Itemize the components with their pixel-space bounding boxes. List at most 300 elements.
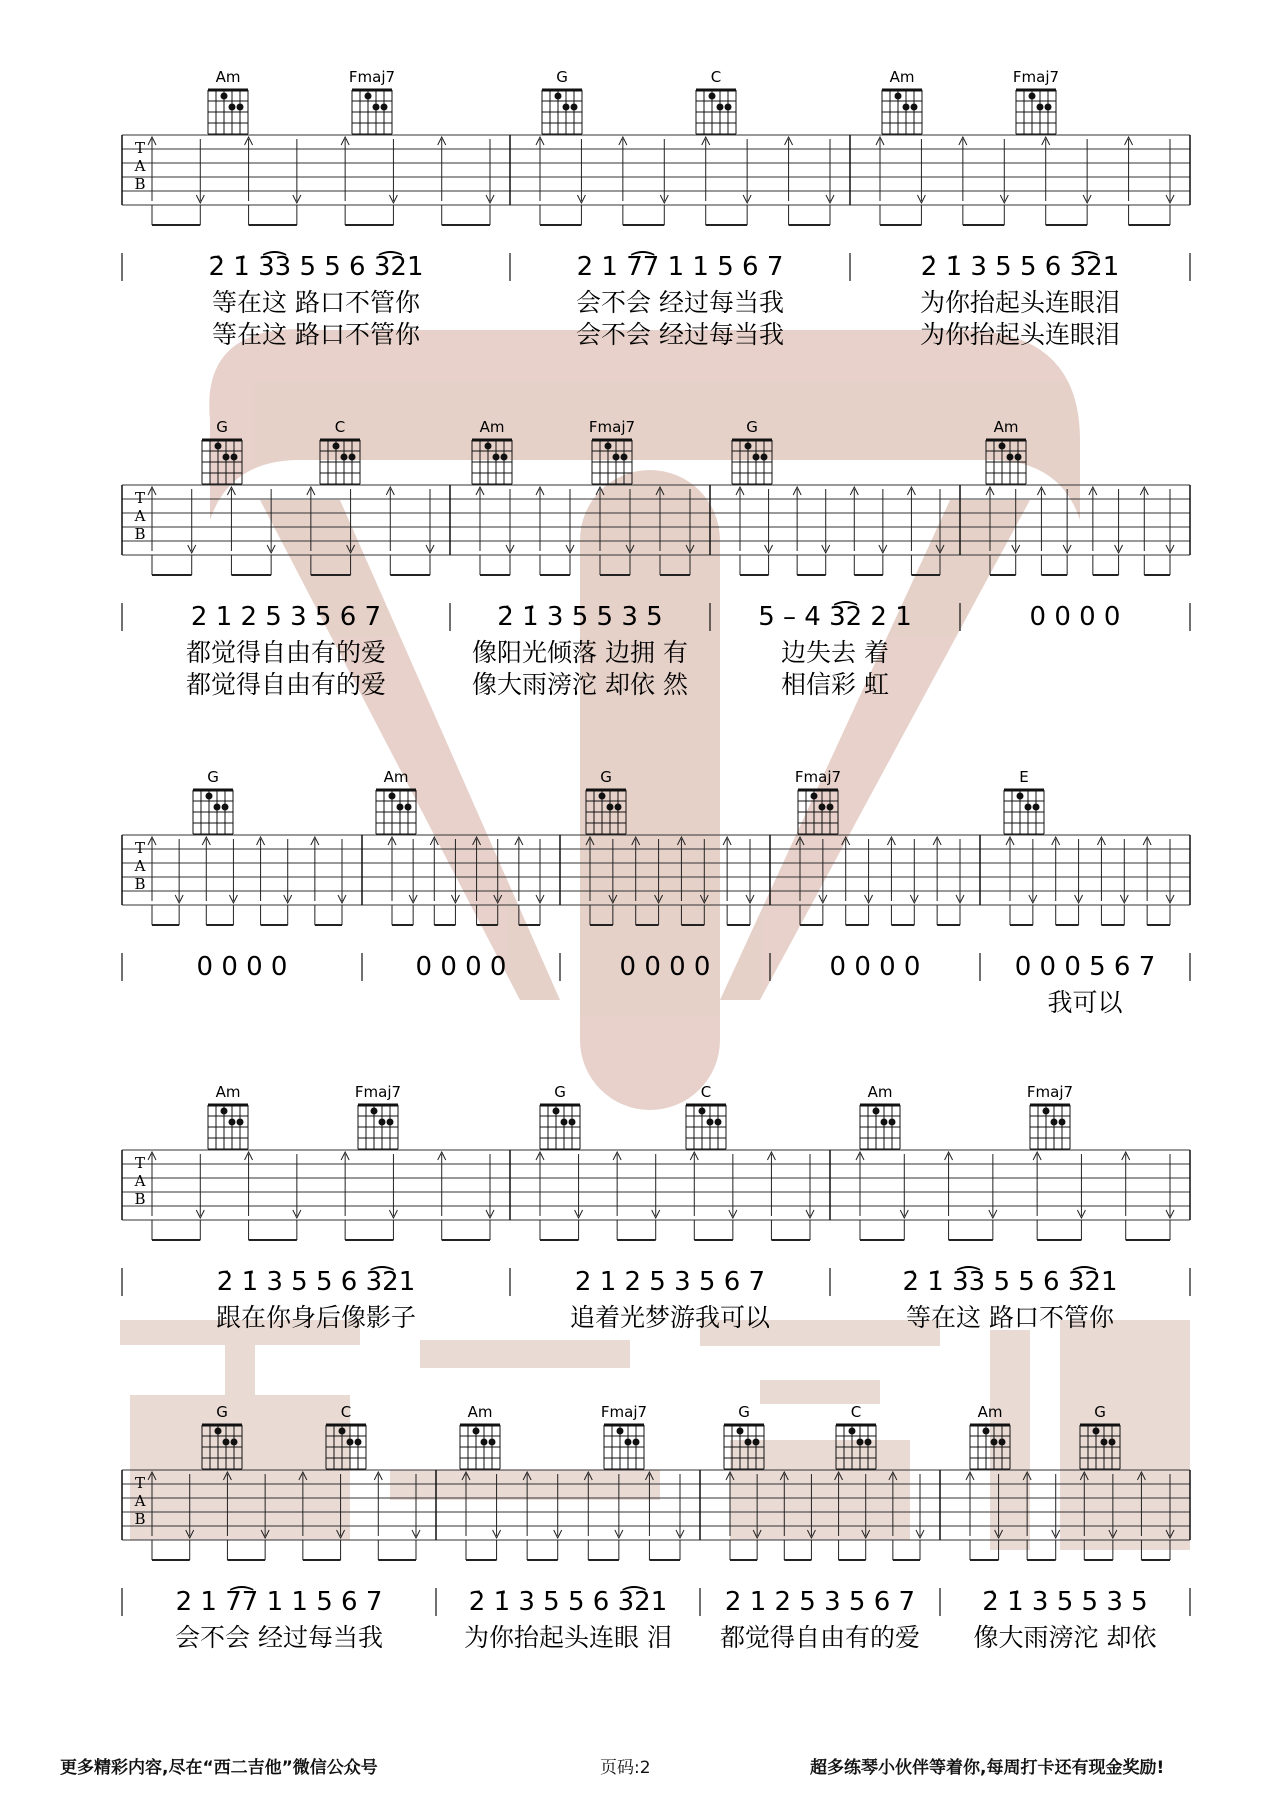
chord-diagram bbox=[1013, 70, 1059, 134]
strum-mark bbox=[807, 1474, 815, 1560]
finger-dot bbox=[223, 454, 230, 461]
strum-mark bbox=[917, 139, 925, 225]
strum-mark bbox=[806, 1154, 814, 1240]
strum-mark bbox=[293, 1154, 301, 1240]
finger-dot bbox=[405, 804, 412, 811]
lyric-line: 会不会 经过每当我 bbox=[576, 320, 784, 349]
chord-name: E bbox=[1019, 770, 1029, 786]
lyric-line: 跟在你身后像影子 bbox=[215, 1303, 417, 1332]
strum-mark bbox=[619, 137, 664, 225]
finger-dot bbox=[857, 1439, 864, 1446]
numbered-notation: 2̇ 1̇ 3 5 5 6 3͡21 bbox=[468, 1587, 668, 1617]
chord-name: Fmaj7 bbox=[588, 420, 636, 436]
chord-diagram bbox=[202, 1405, 242, 1469]
strum-mark bbox=[341, 137, 393, 225]
strum-mark bbox=[910, 839, 918, 925]
lyric-line: 为你抬起头连眼 泪 bbox=[464, 1623, 672, 1652]
finger-dot bbox=[237, 104, 244, 111]
strum-mark bbox=[753, 1474, 761, 1560]
finger-dot bbox=[625, 1439, 632, 1446]
strum-mark bbox=[586, 837, 613, 925]
strum-mark bbox=[566, 489, 574, 575]
chord-name: Am bbox=[383, 770, 409, 786]
finger-dot bbox=[753, 1439, 760, 1446]
strum-mark bbox=[959, 137, 1004, 225]
finger-dot bbox=[849, 1428, 856, 1435]
strum-mark bbox=[1077, 1154, 1085, 1240]
strum-mark bbox=[743, 139, 751, 225]
strum-mark bbox=[690, 1152, 733, 1240]
finger-dot bbox=[881, 1119, 888, 1126]
strum-mark bbox=[889, 1472, 920, 1560]
strum-mark bbox=[1125, 137, 1170, 225]
finger-dot bbox=[231, 1439, 238, 1446]
finger-dot bbox=[761, 454, 768, 461]
finger-dot bbox=[381, 104, 388, 111]
lyric-line: 边失去 着 bbox=[781, 638, 889, 667]
strum-mark bbox=[284, 839, 292, 925]
strum-mark bbox=[655, 839, 663, 925]
finger-dot bbox=[1037, 104, 1044, 111]
system-svg bbox=[0, 70, 1280, 410]
strum-mark bbox=[1012, 489, 1020, 575]
chord-diagram bbox=[724, 1405, 764, 1469]
finger-dot bbox=[555, 93, 562, 100]
strum-mark bbox=[1029, 839, 1037, 925]
chord-diagram bbox=[208, 70, 248, 134]
strum-mark bbox=[476, 487, 510, 575]
finger-dot bbox=[397, 804, 404, 811]
strum-mark bbox=[1122, 1152, 1170, 1240]
chord-name: Fmaj7 bbox=[794, 770, 842, 786]
chord-diagram bbox=[836, 1405, 876, 1469]
finger-dot bbox=[561, 1119, 568, 1126]
strum-mark bbox=[1143, 837, 1170, 925]
strum-mark bbox=[1006, 837, 1033, 925]
chord-name: Am bbox=[993, 420, 1019, 436]
strum-mark bbox=[148, 1152, 200, 1240]
tab-staff bbox=[122, 485, 1190, 555]
chord-diagram bbox=[882, 70, 922, 134]
strum-mark bbox=[438, 1152, 490, 1240]
strum-mark bbox=[796, 837, 823, 925]
strum-mark bbox=[388, 837, 413, 925]
finger-dot bbox=[371, 1108, 378, 1115]
strum-mark bbox=[293, 139, 301, 225]
strum-mark bbox=[223, 1472, 265, 1560]
score-system bbox=[0, 770, 1280, 1110]
strum-mark bbox=[536, 839, 544, 925]
strum-mark bbox=[462, 1472, 497, 1560]
strum-mark bbox=[780, 1472, 811, 1560]
strum-mark bbox=[486, 139, 494, 225]
chord-diagram bbox=[472, 420, 512, 484]
strum-mark bbox=[245, 137, 297, 225]
strum-mark bbox=[700, 839, 708, 925]
strum-mark bbox=[729, 1154, 737, 1240]
chord-name: G bbox=[216, 420, 228, 436]
strum-mark bbox=[676, 1474, 684, 1560]
strum-mark bbox=[900, 1154, 908, 1240]
chord-diagram bbox=[732, 420, 772, 484]
finger-dot bbox=[999, 1439, 1006, 1446]
finger-dot bbox=[473, 1428, 480, 1435]
chord-diagram bbox=[460, 1405, 500, 1469]
finger-dot bbox=[333, 443, 340, 450]
chord-diagram bbox=[970, 1405, 1010, 1469]
strum-mark bbox=[267, 489, 275, 575]
strum-mark bbox=[347, 489, 355, 575]
finger-dot bbox=[709, 93, 716, 100]
strum-mark bbox=[536, 487, 570, 575]
lyric-line: 我可以 bbox=[1047, 988, 1123, 1017]
strum-mark bbox=[1166, 489, 1174, 575]
strum-mark bbox=[765, 489, 773, 575]
strum-mark bbox=[554, 1474, 562, 1560]
finger-dot bbox=[481, 1439, 488, 1446]
strum-mark bbox=[842, 837, 869, 925]
chord-name: G bbox=[216, 1405, 228, 1421]
strum-mark bbox=[746, 839, 754, 925]
finger-dot bbox=[553, 1108, 560, 1115]
chord-diagram bbox=[320, 420, 360, 484]
strum-mark bbox=[945, 1152, 993, 1240]
finger-dot bbox=[717, 104, 724, 111]
lyric-line: 为你抬起头连眼泪 bbox=[919, 320, 1121, 349]
strum-mark bbox=[1052, 1474, 1060, 1560]
chord-diagram bbox=[202, 420, 242, 484]
tab-clef: T bbox=[134, 839, 146, 857]
tab-clef: A bbox=[134, 1172, 146, 1190]
finger-dot bbox=[1109, 1439, 1116, 1446]
finger-dot bbox=[214, 804, 221, 811]
lyric-line: 像大雨滂沱 却依 bbox=[973, 1623, 1157, 1652]
strum-mark bbox=[677, 837, 704, 925]
finger-dot bbox=[215, 1428, 222, 1435]
chord-name: G bbox=[556, 70, 568, 86]
finger-dot bbox=[1029, 93, 1036, 100]
footer bbox=[0, 1745, 1280, 1785]
tab-clef: B bbox=[134, 875, 146, 893]
tab-clef: A bbox=[134, 857, 146, 875]
finger-dot bbox=[715, 1119, 722, 1126]
footer-left: 更多精彩内容,尽在“西二吉他”微信公众号 bbox=[60, 1758, 378, 1778]
finger-dot bbox=[903, 104, 910, 111]
system-svg bbox=[0, 420, 1280, 760]
chord-name: Fmaj7 bbox=[1026, 1085, 1074, 1101]
lyric-line: 像大雨滂沱 却依 然 bbox=[472, 670, 688, 699]
strum-mark bbox=[596, 487, 630, 575]
strum-mark bbox=[409, 839, 417, 925]
chord-name: Am bbox=[215, 70, 241, 86]
strum-mark bbox=[826, 139, 834, 225]
chord-name: G bbox=[207, 770, 219, 786]
strum-mark bbox=[1109, 1474, 1117, 1560]
tab-clef: T bbox=[134, 1474, 146, 1492]
finger-dot bbox=[387, 1119, 394, 1126]
strum-mark bbox=[148, 1472, 190, 1560]
strum-mark bbox=[933, 837, 960, 925]
lyric-line: 都觉得自由有的爱 bbox=[185, 670, 387, 699]
strum-mark bbox=[986, 487, 1016, 575]
tab-clef: B bbox=[134, 175, 146, 193]
numbered-notation: 2̇ 1̇ 3͡3 5 5 6 3͡21 bbox=[902, 1267, 1118, 1297]
strum-mark bbox=[1166, 1474, 1174, 1560]
strum-mark bbox=[412, 1474, 420, 1560]
numbered-notation: 2 1 2 5 3 5 6 7 bbox=[574, 1267, 766, 1297]
finger-dot bbox=[1015, 454, 1022, 461]
strum-mark bbox=[660, 139, 668, 225]
finger-dot bbox=[1043, 1108, 1050, 1115]
chord-diagram bbox=[540, 1085, 580, 1149]
finger-dot bbox=[389, 793, 396, 800]
strum-mark bbox=[1063, 489, 1071, 575]
chord-diagram bbox=[795, 770, 841, 834]
strum-mark bbox=[1083, 139, 1091, 225]
chord-name: G bbox=[738, 1405, 750, 1421]
finger-dot bbox=[223, 1439, 230, 1446]
strum-mark bbox=[1033, 1152, 1081, 1240]
lyric-line: 会不会 经过每当我 bbox=[175, 1623, 383, 1652]
strum-mark bbox=[793, 487, 826, 575]
strum-mark bbox=[299, 1472, 341, 1560]
strum-mark bbox=[1137, 1472, 1170, 1560]
strum-mark bbox=[626, 489, 634, 575]
system-svg bbox=[0, 1405, 1280, 1745]
chord-name: C bbox=[340, 1405, 352, 1421]
finger-dot bbox=[1045, 104, 1052, 111]
tab-staff bbox=[122, 135, 1190, 205]
strum-mark bbox=[438, 137, 490, 225]
strum-mark bbox=[196, 1154, 204, 1240]
finger-dot bbox=[379, 1119, 386, 1126]
page-number: 页码:2 bbox=[600, 1758, 651, 1778]
finger-dot bbox=[599, 793, 606, 800]
strum-mark bbox=[862, 1474, 870, 1560]
finger-dot bbox=[819, 804, 826, 811]
numbered-notation: 2̇ 1̇ 3 5 5 6 3͡21 bbox=[216, 1267, 416, 1297]
finger-dot bbox=[1033, 804, 1040, 811]
numbered-notation: 2 1 7͡7 1 1 5 6 7 bbox=[576, 252, 784, 282]
chord-name: C bbox=[700, 1085, 712, 1101]
finger-dot bbox=[215, 443, 222, 450]
finger-dot bbox=[865, 1439, 872, 1446]
strum-mark bbox=[632, 837, 659, 925]
strum-mark bbox=[307, 487, 351, 575]
chord-diagram bbox=[193, 770, 233, 834]
strum-mark bbox=[584, 1472, 619, 1560]
finger-dot bbox=[563, 104, 570, 111]
strum-mark bbox=[188, 489, 196, 575]
finger-dot bbox=[811, 793, 818, 800]
finger-dot bbox=[355, 1439, 362, 1446]
strum-mark bbox=[1075, 839, 1083, 925]
tab-clef: B bbox=[134, 1190, 146, 1208]
strum-mark bbox=[523, 1472, 558, 1560]
lyric-line: 等在这 路口不管你 bbox=[212, 288, 420, 317]
finger-dot bbox=[1007, 454, 1014, 461]
tab-clef: B bbox=[134, 1510, 146, 1528]
strum-mark bbox=[850, 487, 883, 575]
strum-mark bbox=[1080, 1472, 1113, 1560]
numbered-notation: 5 – 4 3͡2 2 1 bbox=[758, 602, 912, 632]
strum-mark bbox=[486, 1154, 494, 1240]
finger-dot bbox=[745, 1439, 752, 1446]
finger-dot bbox=[1093, 1428, 1100, 1435]
numbered-notation: 2 1 2 5 3 5 6 7 bbox=[190, 602, 382, 632]
finger-dot bbox=[501, 454, 508, 461]
strum-mark bbox=[785, 137, 830, 225]
strum-mark bbox=[577, 139, 585, 225]
lyric-line: 像阳光倾落 边拥 有 bbox=[472, 638, 688, 667]
strum-mark bbox=[686, 489, 694, 575]
numbered-notation: 2̇ 1̇ 3 5 5 3 5 bbox=[982, 1587, 1148, 1617]
chord-diagram bbox=[376, 770, 416, 834]
numbered-notation: 0 0 0 0 bbox=[829, 952, 921, 982]
finger-dot bbox=[231, 454, 238, 461]
chord-diagram bbox=[349, 70, 395, 134]
finger-dot bbox=[1025, 804, 1032, 811]
chord-name: G bbox=[1094, 1405, 1106, 1421]
strum-mark bbox=[767, 1152, 810, 1240]
tab-clef: T bbox=[134, 139, 146, 157]
score-system bbox=[0, 420, 1280, 760]
strum-mark bbox=[1097, 837, 1124, 925]
strum-mark bbox=[956, 839, 964, 925]
finger-dot bbox=[707, 1119, 714, 1126]
tab-clef: B bbox=[134, 525, 146, 543]
finger-dot bbox=[1051, 1119, 1058, 1126]
finger-dot bbox=[745, 443, 752, 450]
numbered-notation: 0 0 0 0 bbox=[619, 952, 711, 982]
chord-name: Am bbox=[467, 1405, 493, 1421]
finger-dot bbox=[999, 443, 1006, 450]
strum-mark bbox=[494, 839, 502, 925]
strum-mark bbox=[1089, 487, 1119, 575]
finger-dot bbox=[489, 1439, 496, 1446]
finger-dot bbox=[493, 454, 500, 461]
finger-dot bbox=[633, 1439, 640, 1446]
finger-dot bbox=[221, 1108, 228, 1115]
strum-mark bbox=[1166, 139, 1174, 225]
chord-diagram bbox=[1027, 1085, 1073, 1149]
strum-mark bbox=[995, 1474, 1003, 1560]
strum-mark bbox=[148, 137, 200, 225]
strum-mark bbox=[1166, 839, 1174, 925]
strum-mark bbox=[227, 487, 271, 575]
lyric-line: 等在这 路口不管你 bbox=[212, 320, 420, 349]
finger-dot bbox=[725, 104, 732, 111]
strum-mark bbox=[702, 137, 747, 225]
strum-mark bbox=[337, 1474, 345, 1560]
strum-mark bbox=[426, 489, 434, 575]
chord-name: Am bbox=[889, 70, 915, 86]
finger-dot bbox=[339, 1428, 346, 1435]
numbered-notation: 2̇ 1̇ 3͡3 5 5 6 3͡21 bbox=[208, 252, 424, 282]
tab-clef: T bbox=[134, 1154, 146, 1172]
strum-mark bbox=[907, 487, 940, 575]
footer-right: 超多练琴小伙伴等着你,每周打卡还有现金奖励! bbox=[810, 1758, 1165, 1778]
strum-mark bbox=[656, 487, 690, 575]
finger-dot bbox=[607, 804, 614, 811]
chord-diagram bbox=[589, 420, 635, 484]
strum-mark bbox=[575, 1154, 583, 1240]
strum-mark bbox=[1140, 487, 1170, 575]
chord-diagram bbox=[208, 1085, 248, 1149]
finger-dot bbox=[485, 443, 492, 450]
lyric-line: 都觉得自由有的爱 bbox=[185, 638, 387, 667]
chord-name: G bbox=[554, 1085, 566, 1101]
chord-diagram bbox=[1004, 770, 1044, 834]
finger-dot bbox=[373, 104, 380, 111]
chord-diagram bbox=[1080, 1405, 1120, 1469]
score-system bbox=[0, 1085, 1280, 1425]
finger-dot bbox=[889, 1119, 896, 1126]
strum-mark bbox=[515, 837, 540, 925]
finger-dot bbox=[613, 454, 620, 461]
strum-mark bbox=[338, 839, 346, 925]
numbered-notation: 0 0 0 0 bbox=[415, 952, 507, 982]
numbered-notation: 2 1 7͡7 1 1 5 6 7 bbox=[175, 1587, 383, 1617]
chord-name: C bbox=[334, 420, 346, 436]
strum-mark bbox=[311, 837, 342, 925]
finger-dot bbox=[991, 1439, 998, 1446]
chord-diagram bbox=[542, 70, 582, 134]
finger-dot bbox=[737, 1428, 744, 1435]
strum-mark bbox=[916, 1474, 924, 1560]
lyric-line: 会不会 经过每当我 bbox=[576, 288, 784, 317]
finger-dot bbox=[983, 1428, 990, 1435]
strum-mark bbox=[1023, 1472, 1056, 1560]
score-system bbox=[0, 70, 1280, 410]
chord-diagram bbox=[686, 1085, 726, 1149]
finger-dot bbox=[341, 454, 348, 461]
numbered-notation: 0 0 0 0 bbox=[1029, 602, 1121, 632]
strum-mark bbox=[1042, 137, 1087, 225]
chord-diagram bbox=[986, 420, 1026, 484]
strum-mark bbox=[202, 837, 233, 925]
finger-dot bbox=[229, 1119, 236, 1126]
strum-mark bbox=[374, 1472, 416, 1560]
chord-diagram bbox=[860, 1085, 900, 1149]
strum-mark bbox=[386, 487, 430, 575]
lyric-line: 等在这 路口不管你 bbox=[906, 1303, 1114, 1332]
strum-mark bbox=[261, 1474, 269, 1560]
chord-diagram bbox=[601, 1405, 647, 1469]
score-system bbox=[0, 1405, 1280, 1745]
finger-dot bbox=[569, 1119, 576, 1126]
strum-mark bbox=[966, 1472, 999, 1560]
lyric-line: 都觉得自由有的爱 bbox=[719, 1623, 921, 1652]
strum-mark bbox=[186, 1474, 194, 1560]
strum-mark bbox=[148, 837, 179, 925]
strum-mark bbox=[1000, 139, 1008, 225]
finger-dot bbox=[1017, 793, 1024, 800]
finger-dot bbox=[349, 454, 356, 461]
chord-name: Am bbox=[215, 1085, 241, 1101]
strum-mark bbox=[819, 839, 827, 925]
strum-mark bbox=[989, 1154, 997, 1240]
numbered-notation: 2 1 2 5 3 5 6 7 bbox=[724, 1587, 916, 1617]
lyric-line: 追着光梦游我可以 bbox=[569, 1303, 771, 1332]
finger-dot bbox=[699, 1108, 706, 1115]
chord-diagram bbox=[355, 1085, 401, 1149]
strum-mark bbox=[196, 139, 204, 225]
strum-mark bbox=[736, 487, 769, 575]
tab-staff bbox=[122, 835, 1190, 905]
strum-mark bbox=[1037, 487, 1067, 575]
tab-clef: T bbox=[134, 489, 146, 507]
